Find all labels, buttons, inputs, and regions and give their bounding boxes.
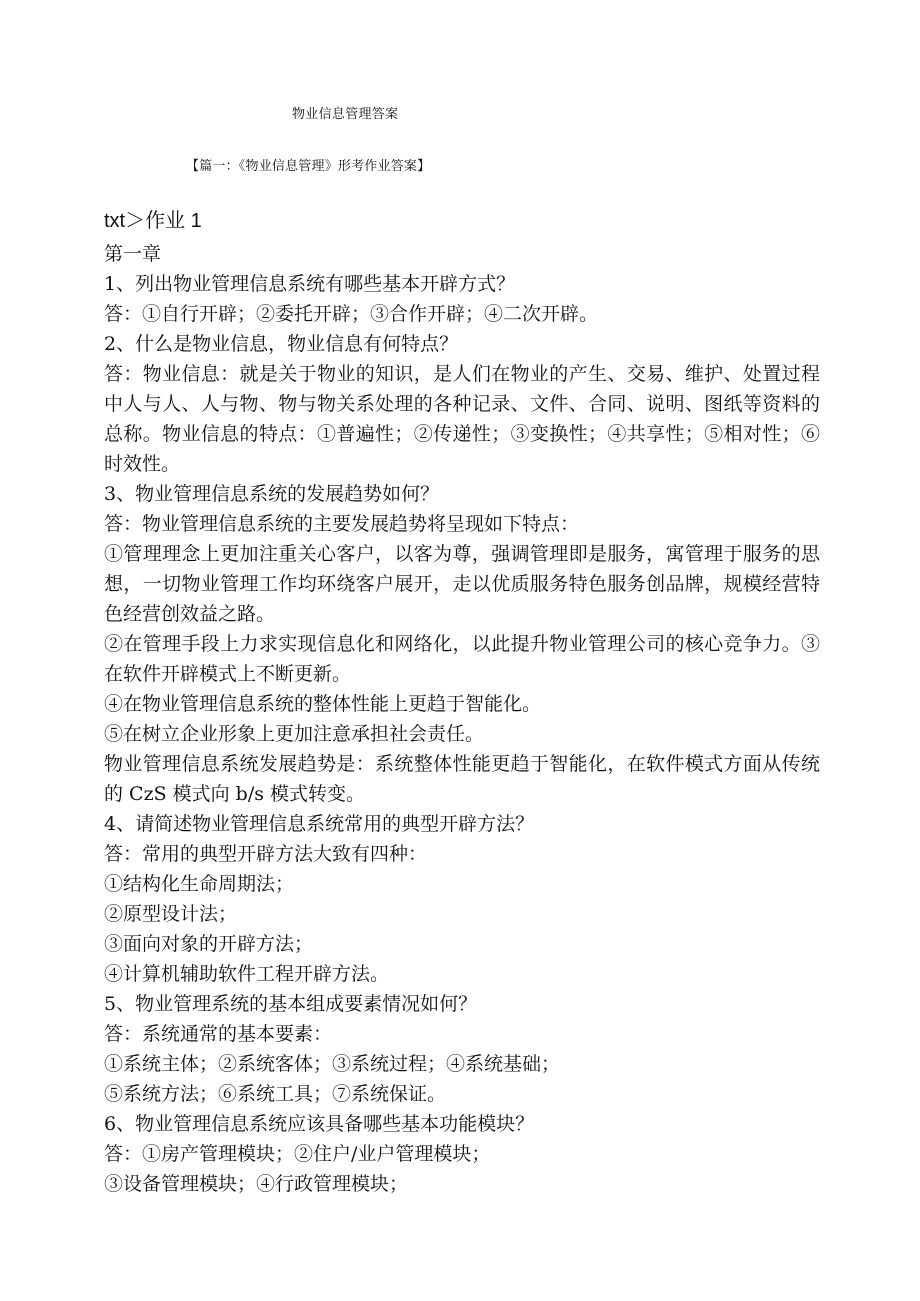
answer-1: 答：①自行开辟；②委托开辟；③合作开辟；④二次开辟。	[104, 303, 599, 325]
question-1: 1、列出物业管理信息系统有哪些基本开辟方式？	[104, 273, 516, 295]
answer-3-summary: 物业管理信息系统发展趋势是：系统整体性能更趋于智能化，在软件模式方面从传统的 CzS 模式向 b/s 模式转变。	[104, 753, 820, 805]
answer-5-items-a: ①系统主体；②系统客体；③系统过程；④系统基础；	[104, 1053, 561, 1075]
answer-5-items-b: ⑤系统方法；⑥系统工具；⑦系统保证。	[104, 1083, 447, 1105]
document-title: 物业信息管理答案	[292, 107, 399, 122]
answer-4-item-2: ②原型设计法；	[104, 903, 238, 925]
answer-4-item-4: ④计算机辅助软件工程开辟方法。	[104, 963, 390, 985]
question-3: 3、物业管理信息系统的发展趋势如何？	[104, 483, 440, 505]
assignment-heading: txt＞作业 1	[104, 210, 202, 232]
answer-4-item-1: ①结构化生命周期法；	[104, 873, 295, 895]
question-2: 2、什么是物业信息，物业信息有何特点？	[104, 333, 459, 355]
document-body	[104, 205, 820, 1199]
answer-6-items-b: ③设备管理模块；④行政管理模块；	[104, 1173, 409, 1195]
answer-2: 答：物业信息：就是关于物业的知识，是人们在物业的产生、交易、维护、处置过程中人与人、人与物、物与物关系处理的各种记录、文件、合同、说明、图纸等资料的总称。物业信息的特点：①普遍性；②传递性；③变换性；④共享性；⑤相对性；⑥时效性。	[104, 363, 820, 475]
question-6: 6、物业管理信息系统应该具备哪些基本功能模块？	[104, 1113, 535, 1135]
answer-3-point-1: ①管理理念上更加注重关心客户，以客为尊，强调管理即是服务，寓管理于服务的思想，一切物业管理工作均环绕客户展开，走以优质服务特色服务创品牌，规模经营特色经营创效益之路。	[104, 543, 820, 625]
answer-6-items-a: 答：①房产管理模块；②住户/业户管理模块；	[104, 1143, 491, 1165]
answer-5-intro: 答：系统通常的基本要素：	[104, 1023, 333, 1045]
document-subtitle: 【篇一：《物业信息管理》形考作业答案】	[186, 159, 431, 174]
question-5: 5、物业管理系统的基本组成要素情况如何？	[104, 993, 478, 1015]
answer-3-point-4: ④在物业管理信息系统的整体性能上更趋于智能化。	[104, 693, 542, 715]
answer-3-point-2-3: ②在管理手段上力求实现信息化和网络化，以此提升物业管理公司的核心竞争力。③在软件开辟模式上不断更新。	[104, 633, 820, 685]
answer-3-point-5: ⑤在树立企业形象上更加注意承担社会责任。	[104, 723, 485, 745]
chapter-heading: 第一章	[104, 243, 162, 265]
answer-4-intro: 答：常用的典型开辟方法大致有四种：	[104, 843, 428, 865]
answer-4-item-3: ③面向对象的开辟方法；	[104, 933, 314, 955]
question-4: 4、请简述物业管理信息系统常用的典型开辟方法？	[104, 813, 535, 835]
answer-3-intro: 答：物业管理信息系统的主要发展趋势将呈现如下特点：	[104, 513, 580, 535]
